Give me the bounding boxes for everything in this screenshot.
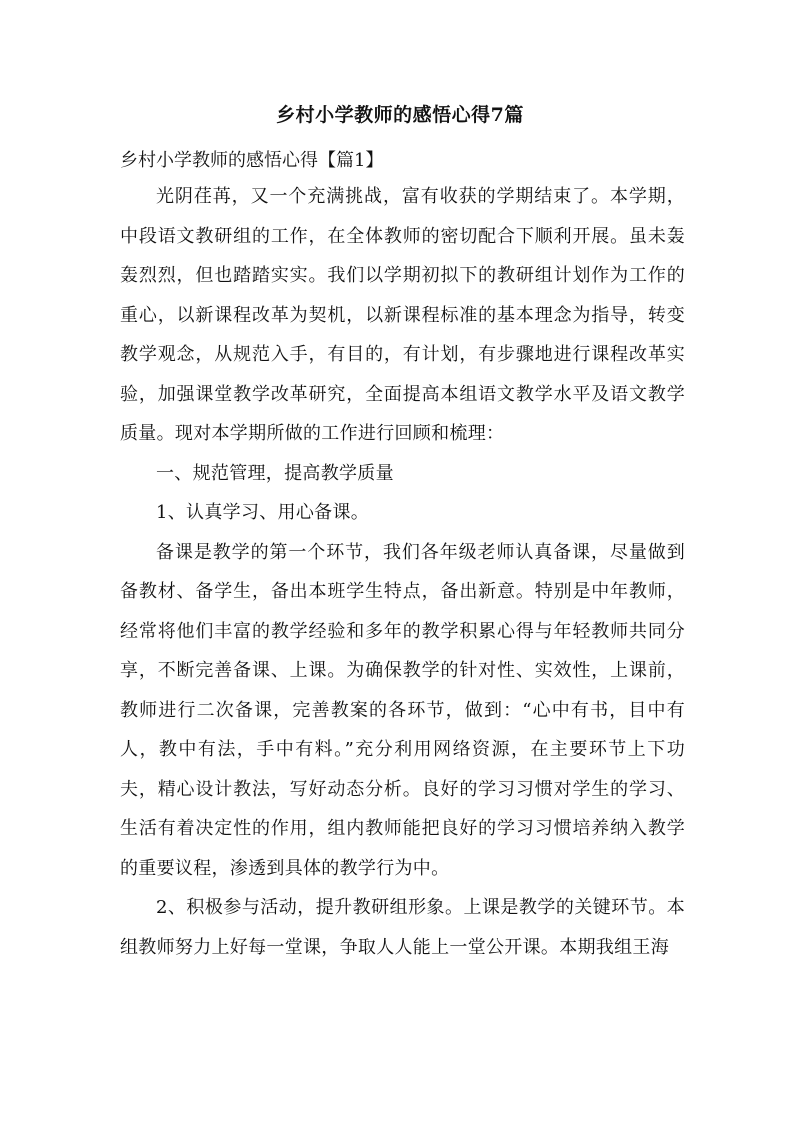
paragraph-heading-1: 一、规范管理，提高教学质量 xyxy=(156,462,394,484)
paragraph-activities: 2、积极参与活动，提升教研组形象。上课是教学的关键环节。本组教师努力上好每一堂课，争取人人能上一堂公开课。本期我组王海 xyxy=(120,897,685,958)
document-body xyxy=(120,177,685,967)
section-heading: 乡村小学教师的感悟心得【篇1】 xyxy=(120,150,384,171)
paragraph-subheading-1: 1、认真学习、用心备课。 xyxy=(156,502,370,523)
document-title: 乡村小学教师的感悟心得7篇 xyxy=(276,104,524,126)
paragraph-lesson-prep: 备课是教学的第一个环节，我们各年级老师认真备课，尽量做到备教材、备学生，备出本班学生特点，备出新意。特别是中年教师，经常将他们丰富的教学经验和多年的教学积累心得与年轻教师共同分享，不断完善备课、上课。为确保教学的针对性、实效性，上课前，教师进行二次备课，完善教案的各环节，做到：“心中有书，目中有人，教中有法，手中有料。”充分利用网络资源，在主要环节上下功夫，精心设计教法，写好动态分析。良好的学习习惯对学生的学习、生活有着决定性的作用，组内教师能把良好的学习习惯培养纳入教学的重要议程，渗透到具体的教学行为中。 xyxy=(120,541,685,879)
paragraph-intro: 光阴荏苒，又一个充满挑战，富有收获的学期结束了。本学期，中段语文教研组的工作，在全体教师的密切配合下顺利开展。虽未轰轰烈烈，但也踏踏实实。我们以学期初拟下的教研组计划作为工作的重心，以新课程改革为契机，以新课程标准的基本理念为指导，转变教学观念，从规范入手，有目的，有计划，有步骤地进行课程改革实验，加强课堂教学改革研究，全面提高本组语文教学水平及语文教学质量。现对本学期所做的工作进行回顾和梳理： xyxy=(120,186,685,444)
